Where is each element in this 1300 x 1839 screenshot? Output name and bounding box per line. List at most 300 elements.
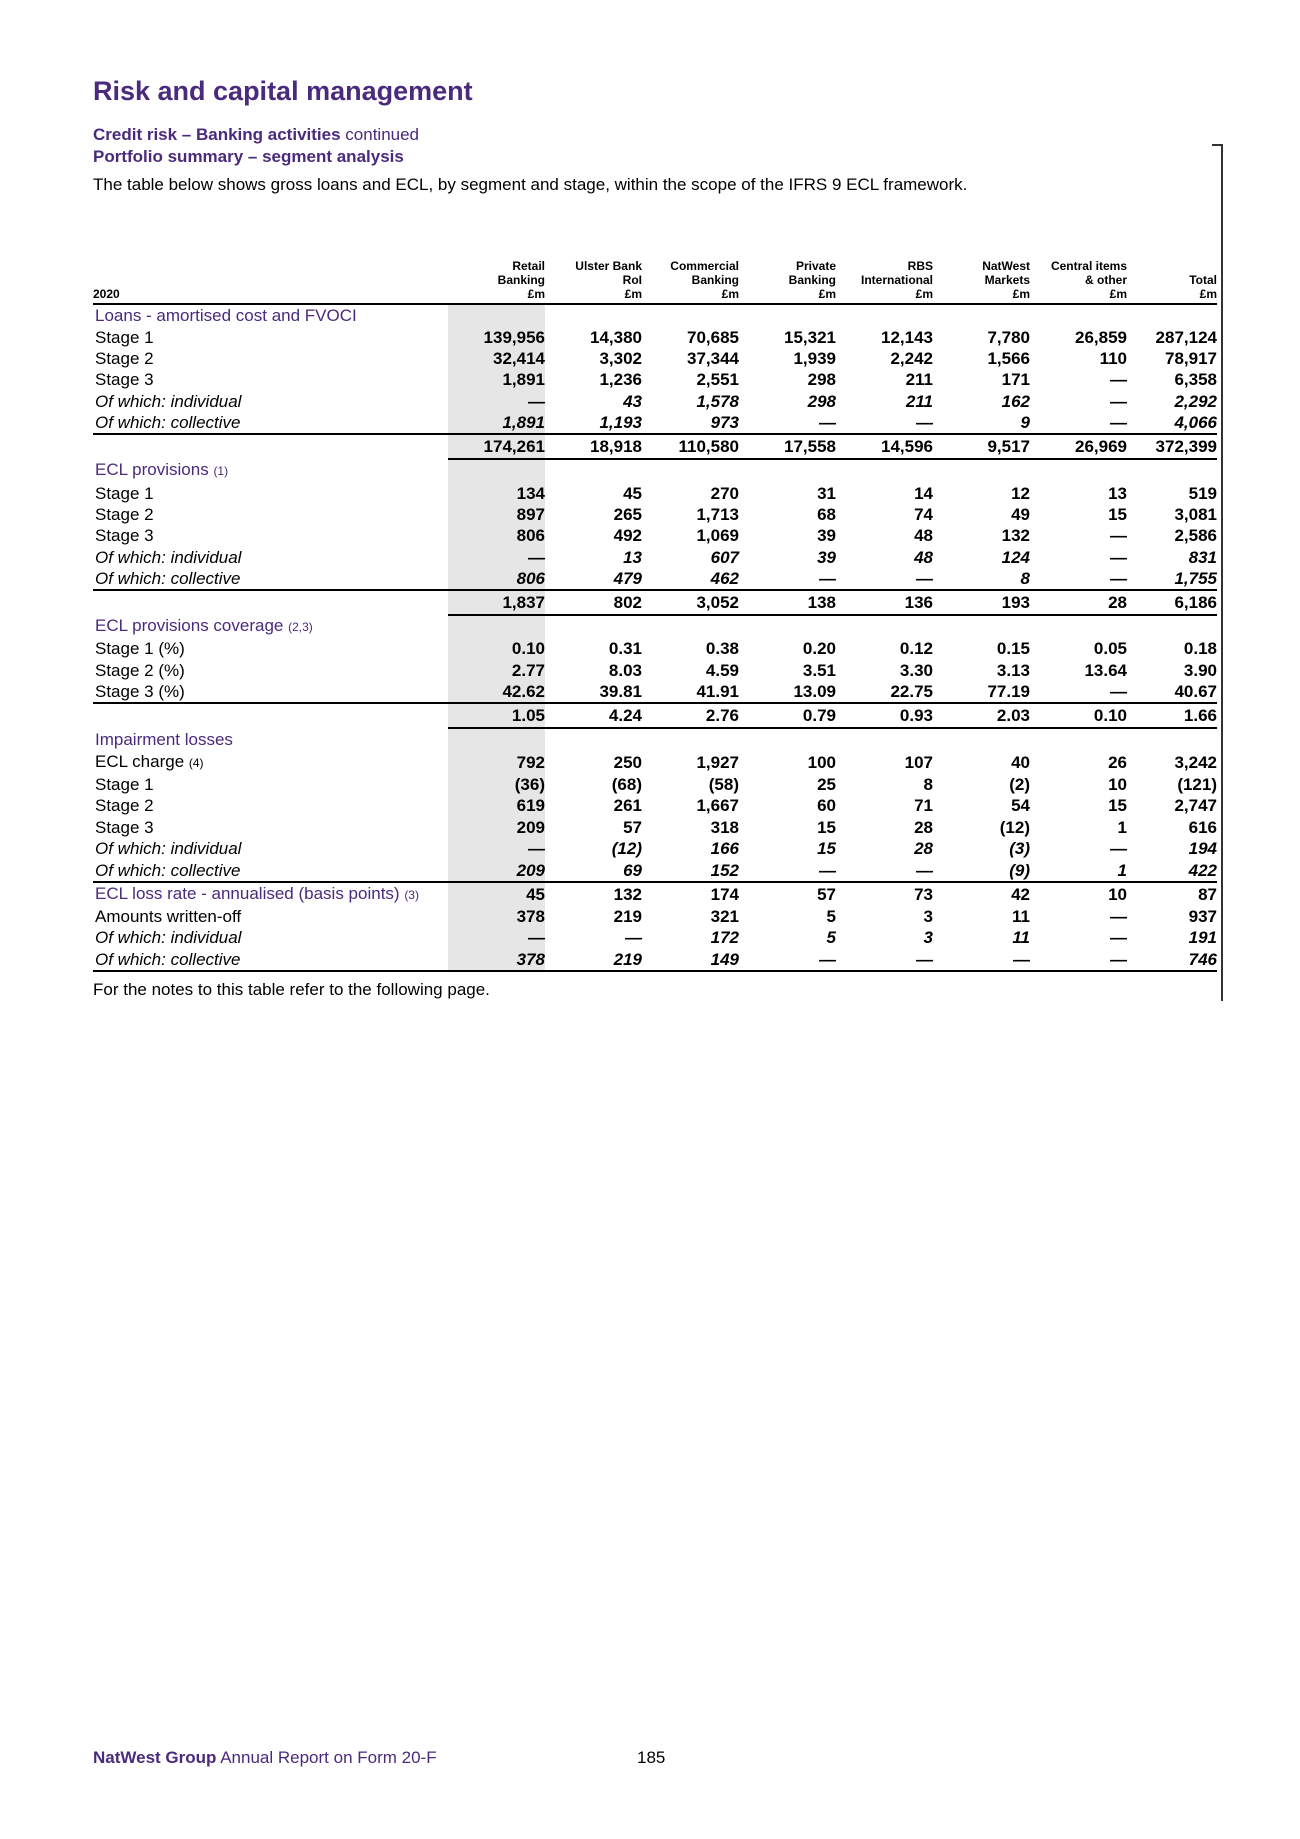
cell-value: — [836, 949, 933, 971]
cell-value: (68) [611, 775, 642, 795]
cell-value: 28 [914, 839, 933, 859]
cell-value: 60 [817, 796, 836, 816]
cell-value: 13 [623, 547, 642, 567]
cell-value: 10 [1108, 884, 1127, 904]
row-label-text: Stage 2 [95, 796, 154, 816]
col-header: Central items & other £m [1030, 256, 1127, 304]
cell-value [545, 728, 642, 750]
cell-value: 616 [1188, 817, 1217, 837]
cell-value: (12) [611, 839, 642, 859]
loss-rate-row [93, 882, 1217, 906]
cell-value: 132 [1001, 526, 1030, 546]
row-label-text: Of which: individual [95, 928, 242, 948]
table-row [93, 638, 1217, 659]
cell-value: 5 [826, 907, 836, 926]
cell-value: 124 [1001, 547, 1030, 567]
cell-value: 1 [1030, 859, 1127, 881]
row-label-text: Stage 2 [95, 504, 154, 524]
cell-value: 0.10 [448, 638, 545, 659]
cell-value: 162 [1001, 391, 1030, 411]
cell-value: 48 [914, 526, 933, 546]
cell-value: 15 [817, 839, 836, 859]
row-label-text: Stage 3 [95, 817, 154, 837]
row-label [93, 547, 448, 568]
cell-value [642, 304, 739, 326]
row-label-text: Stage 1 [95, 483, 154, 503]
row-label-text: Of which: collective [95, 569, 241, 589]
page-number: 185 [637, 1748, 666, 1767]
table-row [93, 369, 1217, 390]
cell-value: 2.03 [933, 703, 1030, 728]
cell-value: 32,414 [448, 348, 545, 369]
cell-value: 3,242 [1174, 752, 1217, 772]
margin-bar [1221, 144, 1223, 1001]
row-label-text: Of which: collective [95, 413, 241, 433]
cell-value: 806 [448, 568, 545, 590]
cell-value: 1 [1117, 817, 1127, 837]
table-row [93, 838, 1217, 859]
cell-value: 318 [710, 817, 739, 837]
cell-value: 193 [933, 590, 1030, 615]
cell-value: 3.51 [802, 660, 836, 680]
row-label-text: Stage 3 (%) [95, 682, 185, 702]
cell-value: 25 [817, 775, 836, 795]
cell-value: 8 [923, 775, 933, 795]
cell-value [739, 459, 836, 482]
cell-value: 15 [1108, 504, 1127, 524]
cell-value: 194 [1188, 839, 1217, 859]
intro-text: The table below shows gross loans and ECL, by segment and stage, within the scope of the IFRS 9 ECL framework. [93, 175, 968, 194]
cell-value: 172 [710, 928, 739, 948]
cell-value: 9,517 [933, 434, 1030, 459]
row-label-text: Of which: individual [95, 839, 242, 859]
cell-value: 54 [1011, 796, 1030, 816]
cell-value [1127, 304, 1217, 326]
cell-value: 1,236 [599, 370, 642, 390]
row-label [93, 326, 448, 347]
cell-value: — [836, 412, 933, 434]
row-label-text: Of which: individual [95, 547, 242, 567]
cell-value [1127, 728, 1217, 750]
cell-value: 45 [623, 483, 642, 503]
cell-value: 26,859 [1075, 327, 1127, 347]
cell-value: 69 [545, 859, 642, 881]
cell-value: — [739, 949, 836, 971]
cell-value: 1.66 [1127, 703, 1217, 728]
cell-value: 139,956 [448, 326, 545, 347]
cell-value: 3.30 [899, 660, 933, 680]
cell-value [1127, 615, 1217, 638]
row-label [93, 795, 448, 816]
cell-value: 107 [904, 752, 933, 772]
row-label [93, 568, 448, 590]
row-label-text: Of which: individual [95, 391, 242, 411]
cell-value: — [933, 949, 1030, 971]
row-label [93, 751, 448, 774]
cell-value: — [625, 928, 642, 948]
cell-value: 3 [923, 928, 933, 948]
row-label [93, 304, 448, 326]
cell-value: 15,321 [784, 327, 836, 347]
cell-value: 378 [448, 906, 545, 927]
cell-value: 8 [933, 568, 1030, 590]
cell-value: 40 [1011, 752, 1030, 772]
cell-value: 1,566 [987, 348, 1030, 368]
row-label-text: ECL charge [95, 751, 185, 771]
cell-value [642, 728, 739, 750]
cell-value: 4.59 [705, 660, 739, 680]
row-label [93, 348, 448, 369]
cell-value: 2.77 [448, 660, 545, 681]
row-label-text: Stage 1 (%) [95, 639, 185, 659]
col-header: Total £m [1127, 256, 1217, 304]
row-label-text: Stage 1 [95, 775, 154, 795]
cell-value: 519 [1188, 483, 1217, 503]
cell-value: 1,069 [696, 526, 739, 546]
cell-value: 11 [1012, 907, 1030, 926]
row-label [93, 391, 448, 412]
cell-value: 78,917 [1165, 348, 1217, 368]
row-label-text: Of which: collective [95, 860, 241, 880]
footer-report-name: Annual Report on Form 20-F [220, 1748, 437, 1767]
cell-value: 298 [807, 370, 836, 390]
total-row [93, 434, 1217, 459]
cell-value: 12 [1011, 483, 1030, 503]
row-label-text: ECL loss rate - annualised (basis points) [95, 883, 400, 903]
table-row [93, 949, 1217, 971]
cell-value [739, 728, 836, 750]
cell-value [448, 728, 545, 750]
cell-value [739, 615, 836, 638]
row-label-text: Amounts written-off [95, 907, 242, 926]
cell-value: (3) [1009, 839, 1030, 859]
cell-value: 2,292 [1174, 391, 1217, 411]
table-row [93, 348, 1217, 369]
cell-value: 219 [545, 949, 642, 971]
cell-value [448, 459, 545, 482]
cell-value: 28 [1030, 590, 1127, 615]
cell-value: 11 [1012, 928, 1030, 948]
cell-value: 492 [613, 526, 642, 546]
cell-value: 211 [905, 391, 933, 411]
page-title: Risk and capital management [93, 76, 473, 106]
cell-value: 6,358 [1174, 370, 1217, 390]
col-header: Private Banking £m [739, 256, 836, 304]
table-row [93, 504, 1217, 525]
cell-value: 45 [448, 882, 545, 906]
cell-value: 209 [448, 817, 545, 838]
cell-value: 110,580 [642, 434, 739, 459]
cell-value: — [1110, 547, 1127, 567]
cell-value: 31 [817, 483, 836, 503]
cell-value: 49 [1011, 504, 1030, 524]
cell-value [836, 728, 933, 750]
cell-value: 37,344 [687, 348, 739, 368]
col-header: NatWest Markets £m [933, 256, 1030, 304]
cell-value: 287,124 [1155, 327, 1217, 347]
row-label-text: Loans - amortised cost and FVOCI [95, 306, 357, 326]
cell-value: 0.79 [739, 703, 836, 728]
cell-value: 3.90 [1183, 660, 1217, 680]
table-body [93, 304, 1217, 971]
row-note: (4) [188, 755, 204, 770]
row-label [93, 774, 448, 795]
table-row [93, 927, 1217, 948]
section-header-row [93, 728, 1217, 750]
cell-value: 15 [1108, 796, 1127, 816]
cell-value: 14 [914, 483, 933, 503]
row-label [93, 459, 448, 482]
cell-value: — [448, 838, 545, 859]
cell-value: — [1110, 370, 1127, 390]
cell-value: 321 [710, 907, 739, 926]
table-footnote: For the notes to this table refer to the following page. [93, 980, 490, 999]
cell-value: 100 [807, 752, 836, 772]
row-note: (1) [213, 464, 229, 479]
cell-value: 68 [817, 504, 836, 524]
cell-value: 219 [613, 907, 642, 926]
cell-value: 1,713 [696, 504, 739, 524]
cell-value: 74 [914, 504, 933, 524]
cell-value: 13.64 [1084, 660, 1127, 680]
cell-value: (2) [1009, 775, 1030, 795]
section-heading-bold: Credit risk – Banking activities [93, 125, 341, 144]
cell-value: 0.20 [802, 639, 836, 659]
cell-value: 132 [613, 884, 642, 904]
row-label [93, 525, 448, 546]
cell-value: — [1110, 928, 1127, 948]
cell-value: 174,261 [448, 434, 545, 459]
row-label-text: Stage 1 [95, 327, 154, 347]
cell-value: 0.10 [1030, 703, 1127, 728]
cell-value: 13.09 [739, 681, 836, 703]
row-label [93, 728, 448, 750]
cell-value: 18,918 [545, 434, 642, 459]
cell-value: 378 [448, 949, 545, 971]
subsection-heading: Portfolio summary – segment analysis [93, 147, 404, 166]
cell-value: 43 [623, 391, 642, 411]
cell-value [739, 304, 836, 326]
cell-value [836, 615, 933, 638]
cell-value: 6,186 [1127, 590, 1217, 615]
cell-value: 26 [1108, 752, 1127, 772]
table-header-row [93, 256, 1217, 304]
cell-value: — [739, 568, 836, 590]
cell-value: 4.24 [545, 703, 642, 728]
col-header: Commercial Banking £m [642, 256, 739, 304]
cell-value: 462 [642, 568, 739, 590]
section-header-row [93, 304, 1217, 326]
cell-value [545, 615, 642, 638]
cell-value [836, 304, 933, 326]
cell-value: 77.19 [933, 681, 1030, 703]
table-row [93, 525, 1217, 546]
cell-value: 10 [1108, 775, 1127, 795]
cell-value: (58) [708, 775, 739, 795]
cell-value: 973 [642, 412, 739, 434]
cell-value: 110 [1099, 348, 1127, 368]
cell-value: 57 [623, 817, 642, 837]
table-row [93, 817, 1217, 838]
cell-value: 15 [817, 817, 836, 837]
cell-value [1030, 459, 1127, 482]
cell-value: 0.15 [996, 639, 1030, 659]
cell-value: 57 [817, 884, 836, 904]
cell-value: — [739, 859, 836, 881]
cell-value: 40.67 [1127, 681, 1217, 703]
row-label [93, 906, 448, 927]
row-label [93, 703, 448, 728]
cell-value [642, 459, 739, 482]
cell-value: 9 [933, 412, 1030, 434]
table-row [93, 326, 1217, 347]
cell-value: — [1110, 839, 1127, 859]
row-label [93, 434, 448, 459]
cell-value: 73 [914, 884, 933, 904]
row-label-text: Stage 2 [95, 348, 154, 368]
row-label [93, 504, 448, 525]
cell-value: — [1110, 526, 1127, 546]
cell-value [1030, 615, 1127, 638]
cell-value: 42 [1011, 884, 1030, 904]
footer-brand [93, 1748, 437, 1768]
row-label-text: Stage 3 [95, 526, 154, 546]
table-row [93, 681, 1217, 703]
cell-value: 746 [1127, 949, 1217, 971]
cell-value: 831 [1188, 547, 1217, 567]
table-row [93, 660, 1217, 681]
cell-value: 41.91 [642, 681, 739, 703]
cell-value [933, 615, 1030, 638]
cell-value: 298 [807, 391, 836, 411]
cell-value: 802 [545, 590, 642, 615]
cell-value: — [836, 568, 933, 590]
cell-value: 619 [448, 795, 545, 816]
cell-value: 0.38 [705, 639, 739, 659]
cell-value: 39 [817, 526, 836, 546]
cell-value: 1.05 [448, 703, 545, 728]
year-header: 2020 [93, 256, 448, 304]
row-label-text: Stage 3 [95, 370, 154, 390]
cell-value: 372,399 [1127, 434, 1217, 459]
cell-value: 138 [739, 590, 836, 615]
cell-value: 171 [1001, 370, 1030, 390]
segment-table [93, 256, 1217, 972]
cell-value: 12,143 [881, 327, 933, 347]
cell-value [1127, 459, 1217, 482]
cell-value: 1,837 [448, 590, 545, 615]
cell-value: 4,066 [1127, 412, 1217, 434]
cell-value: 8.03 [608, 660, 642, 680]
table-row [93, 482, 1217, 503]
cell-value: 250 [613, 752, 642, 772]
col-header: Ulster Bank RoI £m [545, 256, 642, 304]
row-label [93, 638, 448, 659]
row-label [93, 838, 448, 859]
table-row [93, 751, 1217, 774]
cell-value: (9) [933, 859, 1030, 881]
cell-value: 1,193 [545, 412, 642, 434]
cell-value: 39 [817, 547, 836, 567]
cell-value: 0.93 [836, 703, 933, 728]
cell-value: — [739, 412, 836, 434]
cell-value: 5 [826, 928, 836, 948]
cell-value: — [1030, 681, 1127, 703]
cell-value: — [448, 927, 545, 948]
cell-value: 1,578 [696, 391, 739, 411]
cell-value [933, 728, 1030, 750]
cell-value [642, 615, 739, 638]
cell-value: (121) [1177, 775, 1217, 795]
cell-value [1030, 728, 1127, 750]
cell-value [836, 459, 933, 482]
cell-value: — [1110, 907, 1127, 926]
cell-value: 174 [710, 884, 739, 904]
cell-value: 270 [710, 483, 739, 503]
cell-value: (36) [448, 774, 545, 795]
cell-value: 71 [914, 796, 933, 816]
col-header: Retail Banking £m [448, 256, 545, 304]
table-row [93, 547, 1217, 568]
table-row [93, 568, 1217, 590]
cell-value: 792 [448, 751, 545, 774]
cell-value [545, 304, 642, 326]
cell-value: 7,780 [987, 327, 1030, 347]
cell-value: 0.18 [1183, 639, 1217, 659]
row-note: (3) [404, 887, 419, 902]
cell-value: 3 [923, 907, 933, 926]
cell-value [933, 304, 1030, 326]
cell-value: 13 [1108, 483, 1127, 503]
cell-value: 607 [710, 547, 739, 567]
cell-value: 166 [710, 839, 739, 859]
cell-value [933, 459, 1030, 482]
footer-brand-name: NatWest Group [93, 1748, 217, 1767]
segment-table-wrapper [93, 256, 1217, 972]
row-label-text: Stage 2 (%) [95, 660, 185, 680]
cell-value: 26,969 [1030, 434, 1127, 459]
cell-value: 1,667 [696, 796, 739, 816]
cell-value: 42.62 [448, 681, 545, 703]
cell-value: 0.31 [608, 639, 642, 659]
cell-value [545, 459, 642, 482]
cell-value: 136 [836, 590, 933, 615]
row-label [93, 859, 448, 881]
total-row [93, 590, 1217, 615]
row-label [93, 482, 448, 503]
cell-value: 1,891 [448, 369, 545, 390]
row-label-text: Impairment losses [95, 730, 233, 750]
row-label [93, 369, 448, 390]
cell-value: 1,891 [448, 412, 545, 434]
written-off-row [93, 906, 1217, 927]
cell-value: — [1030, 412, 1127, 434]
cell-value: 28 [914, 817, 933, 837]
cell-value: 1,755 [1127, 568, 1217, 590]
section-header-row [93, 615, 1217, 638]
cell-value: 211 [905, 370, 933, 390]
row-label [93, 927, 448, 948]
row-label [93, 681, 448, 703]
cell-value: 14,596 [836, 434, 933, 459]
cell-value: 2.76 [642, 703, 739, 728]
cell-value [448, 304, 545, 326]
cell-value: 2,747 [1174, 796, 1217, 816]
row-label [93, 882, 448, 906]
cell-value: 3,302 [599, 348, 642, 368]
cell-value: 48 [914, 547, 933, 567]
cell-value: 3,052 [642, 590, 739, 615]
